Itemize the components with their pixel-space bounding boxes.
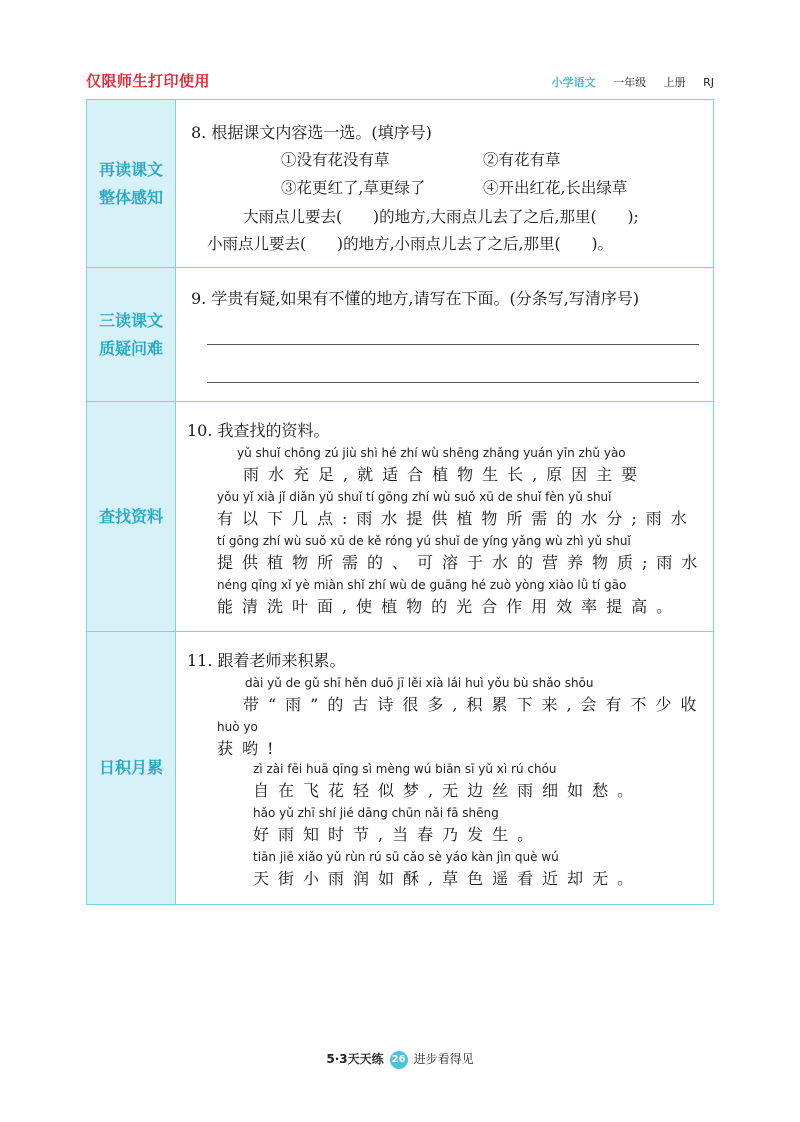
section-daily-accumulation (87, 632, 713, 904)
page-number: 26 (390, 1051, 408, 1069)
answer-line[interactable] (207, 382, 699, 383)
series-slogan: 进步看得见 (413, 1052, 474, 1066)
option-4: ④开出红花,长出绿草 (483, 179, 628, 197)
pinyin-line: yǒu yǐ xià jǐ diǎn yǔ shuǐ tí gōng zhí wù suǒ xū de shuǐ fèn yǔ shuǐ (217, 490, 612, 504)
section-label-line: 再读课文 (98, 159, 163, 179)
question-11: 11. 跟着老师来积累。 (187, 651, 346, 670)
edition-label: RJ (703, 76, 714, 89)
question-10: 10. 我查找的资料。 (187, 421, 330, 440)
pinyin-line: tí gōng zhí wù suǒ xū de kě róng yú shuǐ de yíng yǎng wù zhì yǔ shuǐ (217, 534, 631, 548)
question-9: 9. 学贵有疑,如果有不懂的地方,请写在下面。(分条写,写清序号) (191, 289, 640, 308)
pinyin-line: yǔ shuǐ chōng zú jiù shì hé zhí wù shēng zhǎng yuán yīn zhǔ yào (237, 446, 626, 460)
section-label (87, 402, 176, 631)
section-research (87, 402, 713, 632)
hanzi-line: 带“雨”的古诗很多,积累下来,会有不少收 (243, 695, 706, 714)
section-label-line: 日积月累 (98, 758, 163, 777)
poem-line: 天街小雨润如酥,草色遥看近却无。 (253, 869, 643, 888)
section-label-line: 质疑问难 (98, 338, 163, 358)
volume-label: 上册 (663, 76, 686, 89)
pinyin-line: zì zài fēi huā qīng sì mèng wú biān sī yǔ xì rú chóu (253, 762, 557, 776)
answer-line[interactable] (207, 344, 699, 345)
hanzi-line: 提供植物所需的、可溶于水的营养物质;雨水 (217, 553, 707, 572)
worksheet-table (86, 99, 714, 905)
section-label (87, 268, 176, 401)
pinyin-line: hǎo yǔ zhī shí jié dāng chūn nǎi fā shēng (253, 806, 499, 820)
poem-line: 自在飞花轻似梦,无边丝雨细如愁。 (253, 781, 643, 800)
fill-blank-line[interactable]: 小雨点儿要去( )的地方,小雨点儿去了之后,那里( )。 (207, 235, 614, 253)
series-brand: 5·3天天练 (326, 1052, 384, 1066)
page-footer (0, 1050, 800, 1069)
grade-label: 一年级 (613, 76, 647, 89)
fill-blank-line[interactable]: 大雨点儿要去( )的地方,大雨点儿去了之后,那里( ); (243, 208, 639, 226)
section-label (87, 632, 176, 904)
pinyin-line: néng qīng xǐ yè miàn shǐ zhí wù de guāng hé zuò yòng xiào lǜ tí gāo (217, 578, 627, 592)
section-reread-overview (87, 100, 713, 268)
hanzi-line: 雨水充足,就适合植物生长,原因主要 (243, 465, 647, 484)
section-label-line: 整体感知 (98, 187, 163, 207)
section-label-line: 三读课文 (98, 310, 163, 330)
usage-notice: 仅限师生打印使用 (86, 72, 211, 90)
subject-label: 小学语文 (551, 76, 596, 89)
hanzi-line: 获哟! (217, 739, 283, 758)
book-info (552, 74, 714, 90)
hanzi-line: 有以下几点:雨水提供植物所需的水分;雨水 (217, 509, 696, 528)
option-1: ①没有花没有草 (281, 151, 390, 169)
hanzi-line: 能清洗叶面,使植物的光合作用效率提高。 (217, 597, 682, 616)
pinyin-line: huò yo (217, 720, 258, 734)
option-2: ②有花有草 (483, 151, 561, 169)
option-3: ③花更红了,草更绿了 (281, 179, 426, 197)
section-label (87, 100, 176, 267)
pinyin-line: dài yǔ de gǔ shī hěn duō jī lěi xià lái huì yǒu bù shǎo shōu (245, 676, 594, 690)
question-8: 8. 根据课文内容选一选。(填序号) (191, 123, 432, 142)
poem-line: 好雨知时节,当春乃发生。 (253, 825, 543, 844)
section-label-line: 查找资料 (98, 506, 163, 526)
section-third-reading-questions (87, 268, 713, 402)
pinyin-line: tiān jiē xiǎo yǔ rùn rú sū cǎo sè yáo kàn jìn què wú (253, 850, 559, 864)
